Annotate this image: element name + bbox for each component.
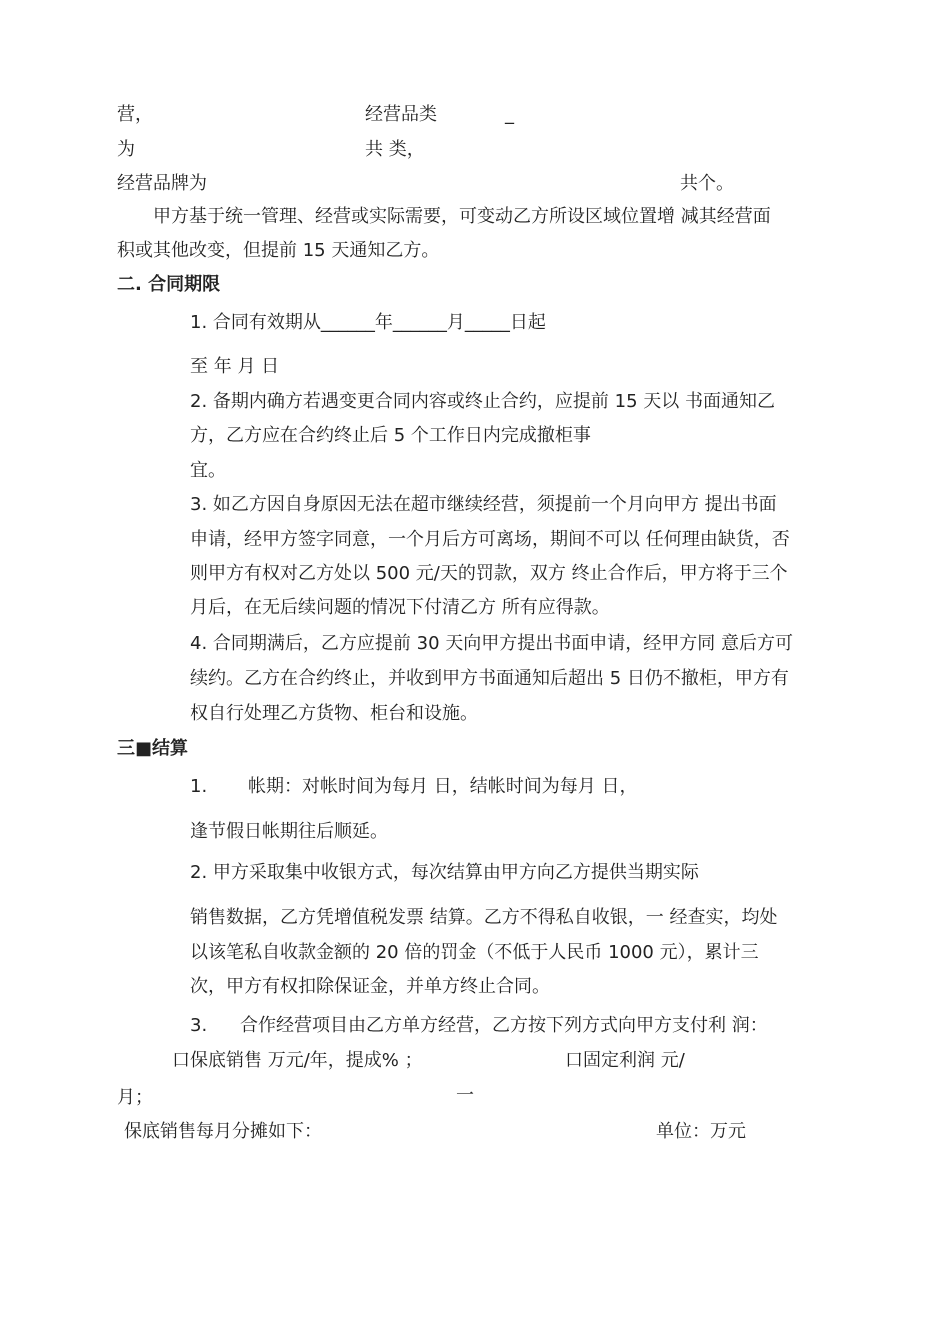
row2-label-total-categories: 共 类， <box>365 139 425 160</box>
option-fixed-profit: 口固定利润 元/ <box>565 1050 685 1071</box>
term-item-2-line-3: 宜。 <box>190 460 226 481</box>
term-item-1-line-1: 1. 合同有效期从______年______月_____日起 <box>190 312 546 333</box>
intro-line-1: 甲方基于统一管理、经营或实际需要，可变动乙方所设区域位置增 减其经营面 <box>153 206 771 227</box>
settlement-item-3-text: 合作经营项目由乙方单方经营，乙方按下列方式向甲方支付利 润： <box>240 1015 768 1036</box>
term-item-4-line-2: 续约。乙方在合约终止，并收到甲方书面通知后超出 5 日仍不撤柜，甲方有 <box>190 668 789 689</box>
row1-label-a: 营， <box>117 104 153 125</box>
settlement-item-1-text: 帐期：对帐时间为每月 日，结帐时间为每月 日， <box>248 776 638 797</box>
term-item-1-line-2: 至 年 月 日 <box>190 356 280 377</box>
separator-dash: 一 <box>456 1085 474 1106</box>
row1-blank: _ <box>505 104 514 125</box>
settlement-item-1-line-2: 逢节假日帐期往后顺延。 <box>190 821 388 842</box>
term-item-3-line-4: 月后，在无后续问题的情况下付清乙方 所有应得款。 <box>190 597 610 618</box>
settlement-item-2-line-2: 销售数据，乙方凭增值税发票 结算。乙方不得私自收银，一 经查实，均处 <box>190 907 778 928</box>
term-item-2-line-1: 2. 备期内确方若遇变更合同内容或终止合约，应提前 15 天以 书面通知乙 <box>190 391 775 412</box>
intro-line-2: 积或其他改变，但提前 15 天通知乙方。 <box>117 240 440 261</box>
unit-label: 单位：万元 <box>656 1121 746 1142</box>
term-item-4-line-3: 权自行处理乙方货物、柜台和设施。 <box>190 703 478 724</box>
row2-label-a: 为 <box>117 139 135 160</box>
settlement-item-3-number: 3. <box>190 1015 208 1036</box>
settlement-item-1-number: 1. <box>190 776 208 797</box>
term-item-3-line-3: 则甲方有权对乙方处以 500 元/天的罚款，双方 终止合作后，甲方将于三个 <box>190 563 788 584</box>
section-heading-settlement: 三■结算 <box>117 738 189 759</box>
term-item-3-line-2: 申请，经甲方签字同意，一个月后方可离场，期间不可以 任何理由缺货，否 <box>190 529 790 550</box>
term-item-2-line-2: 方，乙方应在合约终止后 5 个工作日内完成撤柜事 <box>190 425 591 446</box>
settlement-item-2-line-1: 2. 甲方采取集中收银方式，每次结算由甲方向乙方提供当期实际 <box>190 862 699 883</box>
row3-label-brand: 经营品牌为 <box>117 173 207 194</box>
option-guaranteed-sales: 口保底销售 万元/年，提成% ； <box>172 1050 423 1071</box>
settlement-item-2-line-4: 次，甲方有权扣除保证金，并单方终止合同。 <box>190 976 550 997</box>
table-caption: 保底销售每月分摊如下： <box>124 1121 322 1142</box>
term-item-4-line-1: 4. 合同期满后，乙方应提前 30 天向甲方提出书面申请，经甲方同 意后方可 <box>190 633 793 654</box>
term-item-3-line-1: 3. 如乙方因自身原因无法在超市继续经营，须提前一个月向甲方 提出书面 <box>190 494 777 515</box>
row3-label-total: 共个。 <box>680 173 734 194</box>
section-heading-term: 二. 合同期限 <box>117 274 221 295</box>
settlement-item-2-line-3: 以该笔私自收款金额的 20 倍的罚金（不低于人民币 1000 元），累计三 <box>190 942 759 963</box>
row1-label-category: 经营品类 <box>365 104 437 125</box>
option-fixed-profit-continued: 月； <box>117 1087 153 1108</box>
